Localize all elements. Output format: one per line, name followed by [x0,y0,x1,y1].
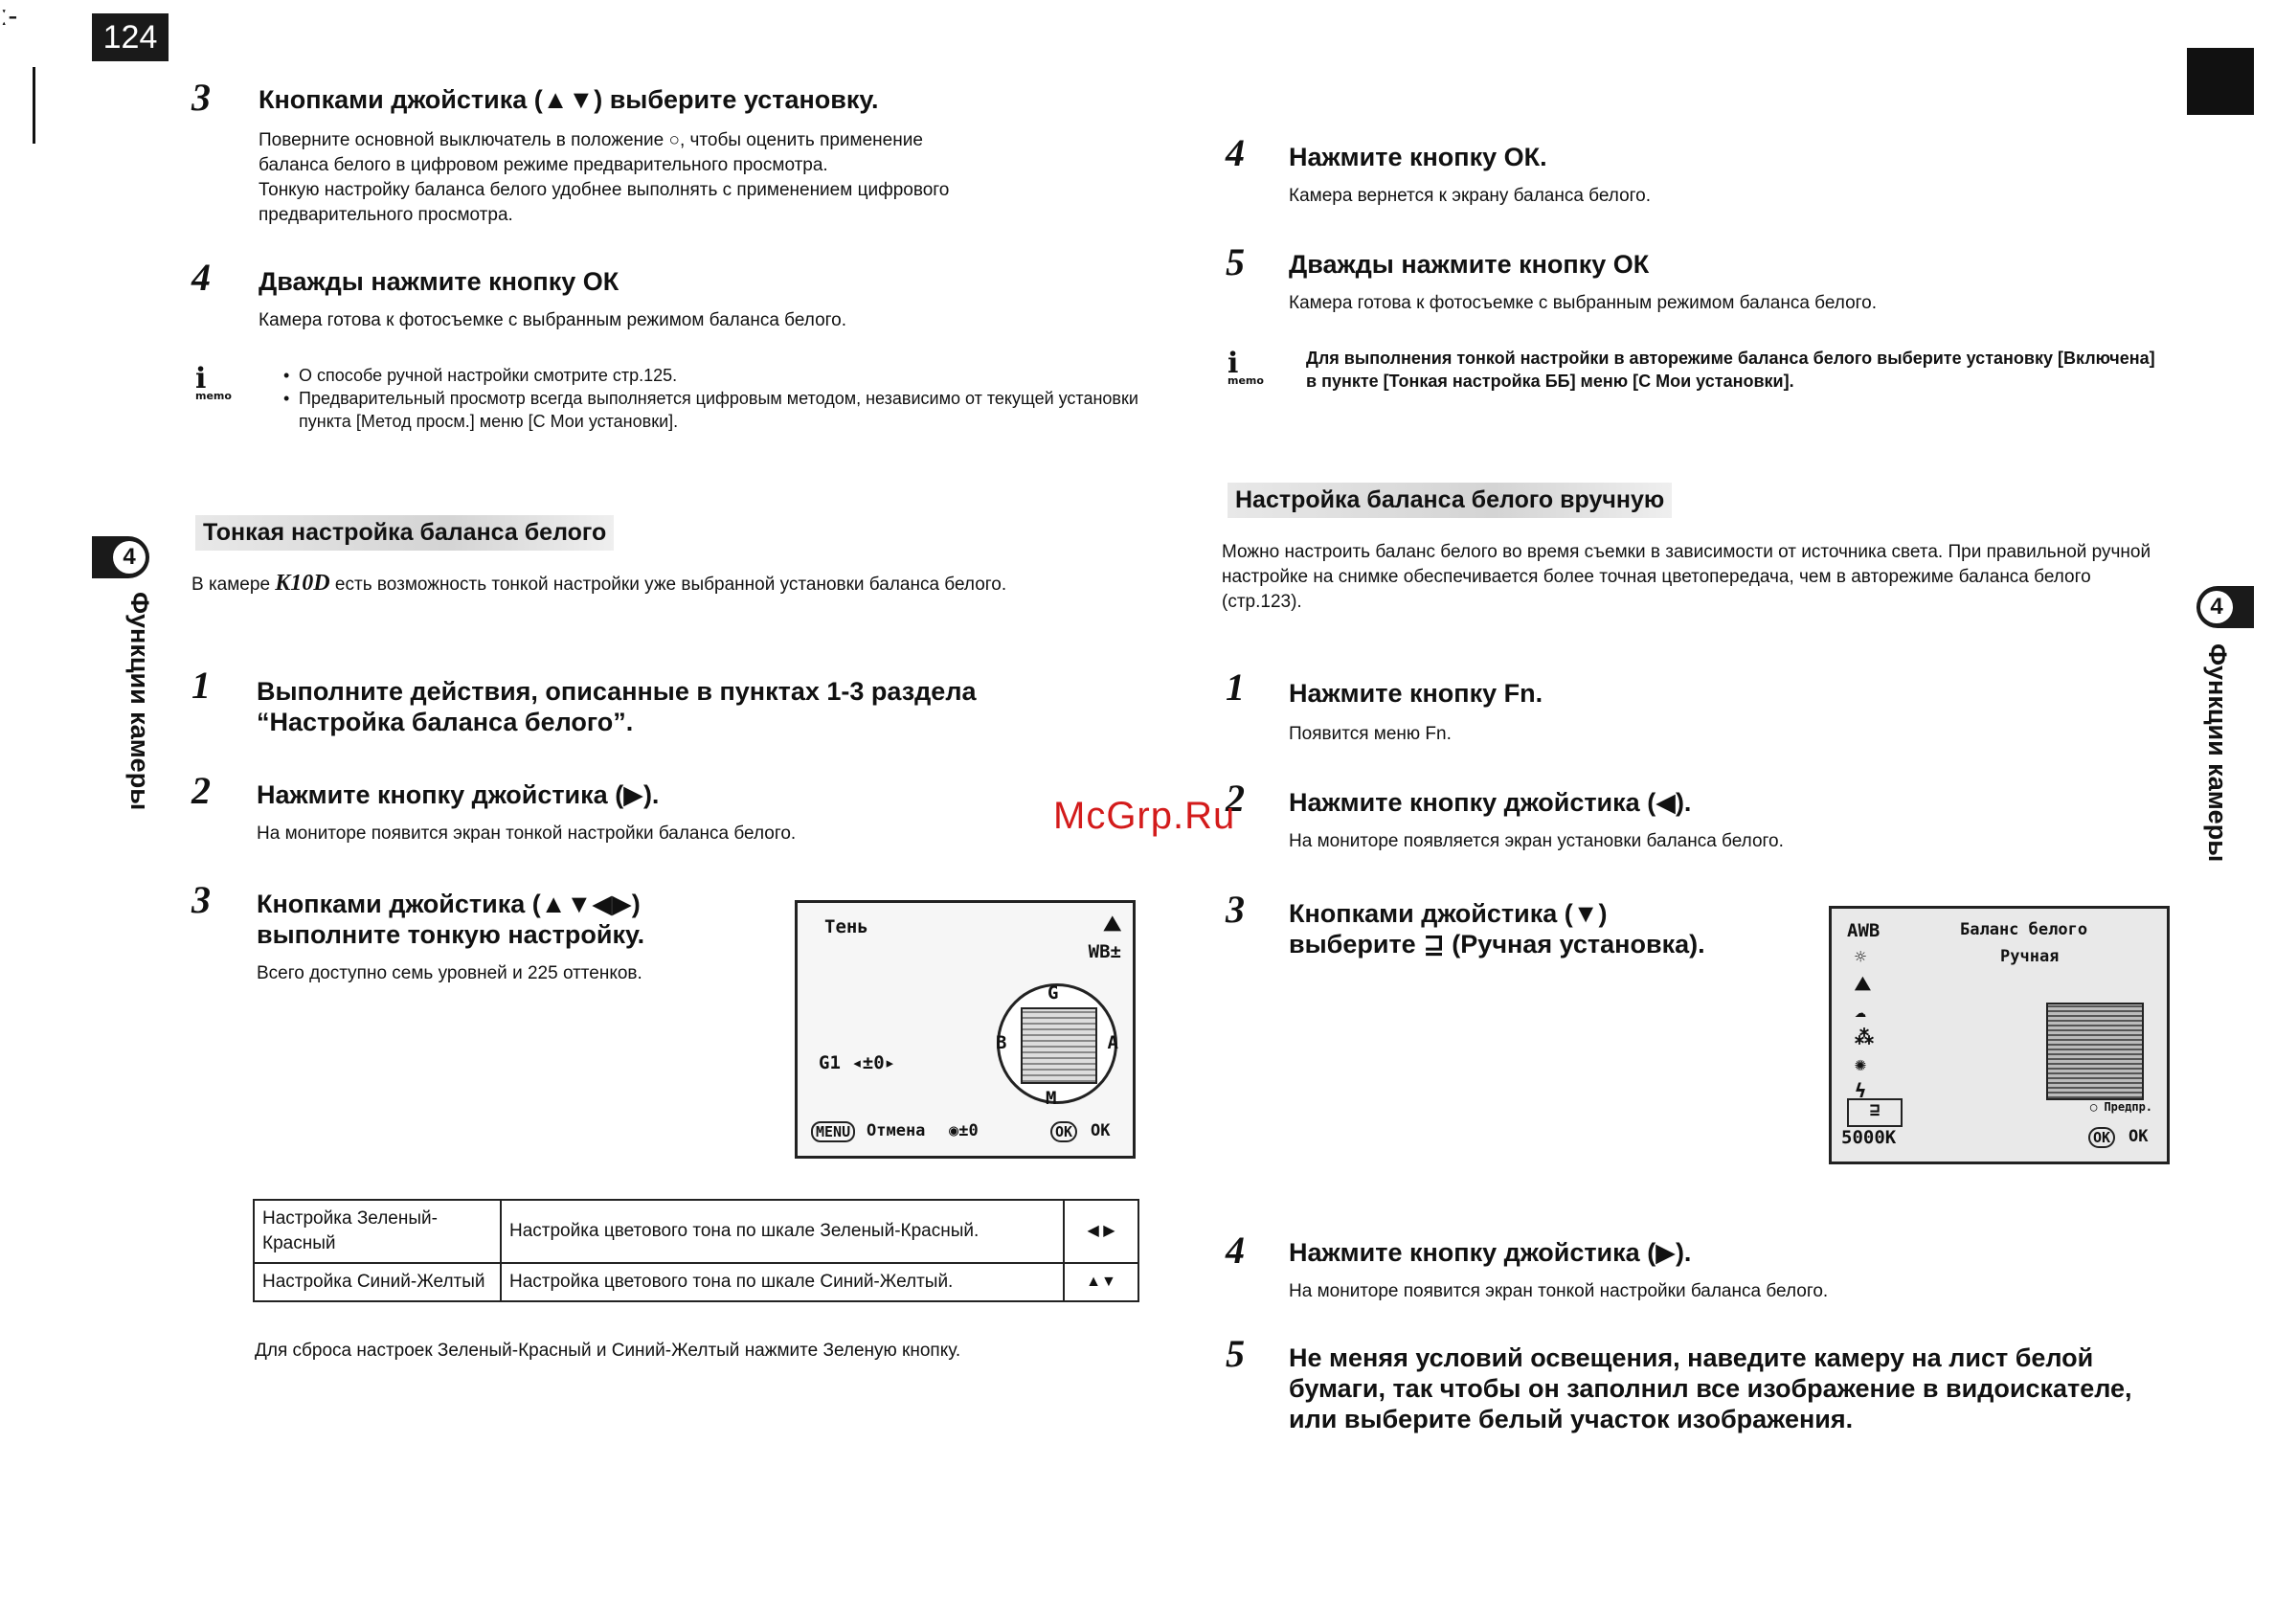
chapter-tab-left [92,536,149,578]
awb-label: AWB [1847,920,1881,941]
chapter-number: 4 [113,541,146,574]
step-number: 1 [191,664,211,707]
axis-g: G [1047,982,1059,1004]
step-description: Камера готова к фотосъемке с выбранным режимом баланса белого. [1289,293,1878,313]
cloud-icon: ☁ [1855,999,1867,1022]
step-description: На мониторе появится экран тонкой настройки баланса белого. [1289,1281,1829,1301]
memo-icon: ℹ memo [1228,347,1264,387]
axis-a: A [1107,1032,1118,1053]
step-number: 4 [1226,1229,1245,1272]
wb-mode-label: Тень [824,916,868,937]
fine-tune-screen [795,900,1136,1159]
preview-label: ◯ Предпр. [2090,1100,2153,1114]
step-number: 5 [1226,240,1245,283]
section-title: Тонкая настройка баланса белого [195,515,614,551]
step-title: Кнопками джойстика (▼) выберите ⊒ (Ручная установка). [1289,899,1705,959]
table-cell: Настройка Зеленый-Красный [254,1200,501,1263]
margin-line [33,67,35,144]
step-description: Всего доступно семь уровней и 225 оттенков. [257,963,642,983]
screen-subtitle: Ручная [2000,947,2060,966]
color-grid [1021,1007,1097,1084]
step-title: Дважды нажмите кнопку ОК [259,267,619,296]
axis-b: B [996,1032,1007,1053]
section-title: Настройка баланса белого вручную [1228,483,1672,518]
memo-notes: • О способе ручной настройки смотрите стр.125. • Предварительный просмотр всегда выполняется цифровым методом, независимо от текущей установки пункта [Метод просм.] меню [С Мои установки]. [278,364,1151,433]
step-number: 2 [1226,777,1245,820]
section-intro: Можно настроить баланс белого во время съемки в зависимости от источника света. При правильной ручной настройке на снимке обеспечивается более точная цветопередача, чем в авторежиме баланса белого (стр.123). [1222,542,2151,612]
step-number: 4 [1226,131,1245,174]
table-cell: Настройка цветового тона по шкале Зеленый-Красный. [501,1200,1064,1263]
table-cell: Настройка цветового тона по шкале Синий-Желтый. [501,1263,1064,1301]
step-description: На мониторе появится экран тонкой настройки баланса белого. [257,823,797,844]
reset-label: ◉±0 [949,1121,979,1140]
step-description: Появится меню Fn. [1289,724,1452,744]
table-note: Для сброса настроек Зеленый-Красный и Синий-Желтый нажмите Зеленую кнопку. [255,1341,961,1361]
tungsten-icon: ✺ [1855,1052,1867,1075]
chapter-number-right: 4 [2200,591,2233,623]
wb-setting-screen [1829,906,2170,1164]
step-title: Нажмите кнопку джойстика (◀). [1289,788,1692,817]
corner-block [2187,48,2254,115]
page-number: 124 [92,13,169,61]
step-number: 3 [191,878,211,921]
step-title: Кнопками джойстика (▲▼◀▶) выполните тонкую настройку. [257,890,645,949]
watermark: McGrp.Ru [1053,795,1236,837]
table-cell: Настройка Синий-Желтый [254,1263,501,1301]
cancel-label: Отмена [867,1121,926,1140]
color-wheel [996,982,1118,1109]
table-row [254,1263,1138,1301]
memo-icon: ℹ memo [195,362,232,402]
flash-icon: ϟ [1855,1079,1867,1102]
ok-label: OK [2129,1127,2149,1146]
step-number: 1 [1226,665,1245,709]
section-intro: В камере K10D есть возможность тонкой настройки уже выбранной установки баланса белого. [191,571,1007,596]
step-title: Дважды нажмите кнопку ОК [1289,250,1650,279]
step-number: 3 [191,76,211,119]
fine-tune-table [253,1199,1139,1302]
chapter-label-right: Функции камеры [2203,643,2232,863]
step-title: Не меняя условий освещения, наведите камеру на лист белой бумаги, так чтобы он заполнил все изображение в видоискателе, или выберите белый участок изображения. [1289,1343,2132,1433]
color-temp: 5000K [1841,1127,1897,1148]
memo-note: Для выполнения тонкой настройки в авторежиме баланса белого выберите установку [Включена] в пункте [Тонкая настройка ББ] меню [С Мои установки]. [1306,349,2155,391]
step-title: Выполните действия, описанные в пунктах 1-3 раздела “Настройка баланса белого”. [257,677,977,736]
step-description: Камера готова к фотосъемке с выбранным режимом баланса белого. [259,310,847,330]
shade-icon: ⛰ [1103,913,1121,936]
shade-icon: ⛰ [1855,972,1871,995]
step-description: Камера вернется к экрану баланса белого. [1289,186,1652,206]
manual-wb-icon: ⊒ [1847,1098,1903,1127]
color-grid [2046,1003,2144,1100]
step-number: 2 [191,769,211,812]
ok-key: OK [2088,1127,2115,1148]
wb-icon-list [1855,943,1874,1104]
step-title: Нажмите кнопку Fn. [1289,679,1543,708]
step-title: Нажмите кнопку ОК. [1289,143,1547,171]
table-cell: ▲▼ [1064,1263,1138,1301]
step-number: 5 [1226,1332,1245,1375]
step-number: 3 [1226,888,1245,931]
fine-tune-value: G1 ◂±0▸ [819,1052,896,1073]
step-number: 4 [191,256,211,299]
step-title: Нажмите кнопку джойстика (▶). [1289,1238,1692,1267]
table-cell: ◀ ▶ [1064,1200,1138,1263]
ok-key: OK [1050,1121,1077,1142]
ok-label: OK [1091,1121,1111,1140]
sun-icon: ☼ [1855,945,1867,968]
axis-m: M [1046,1088,1057,1109]
screen-title: Баланс белого [1960,920,2088,939]
chapter-label-left: Функции камеры [125,592,154,811]
step-title: Нажмите кнопку джойстика (▶). [257,780,660,809]
wb-adjust-label: WB± [1088,941,1121,962]
step-description: На мониторе появляется экран установки баланса белого. [1289,831,1784,851]
table-row [254,1200,1138,1263]
chapter-tab-right [2196,586,2254,628]
menu-key: MENU [811,1121,855,1142]
margin-mark: ː- [0,0,18,32]
fluorescent-icon: ⁂ [1855,1026,1874,1049]
step-description: Поверните основной выключатель в положение ○, чтобы оценить применение баланса белого в цифровом режиме предварительного просмотра. Тонкую настройку баланса белого удобнее выполнять с применением цифрового предварительного просмотра. [259,130,950,225]
camera-model: K10D [275,571,330,596]
step-title: Кнопками джойстика (▲▼) выберите установку. [259,85,879,114]
